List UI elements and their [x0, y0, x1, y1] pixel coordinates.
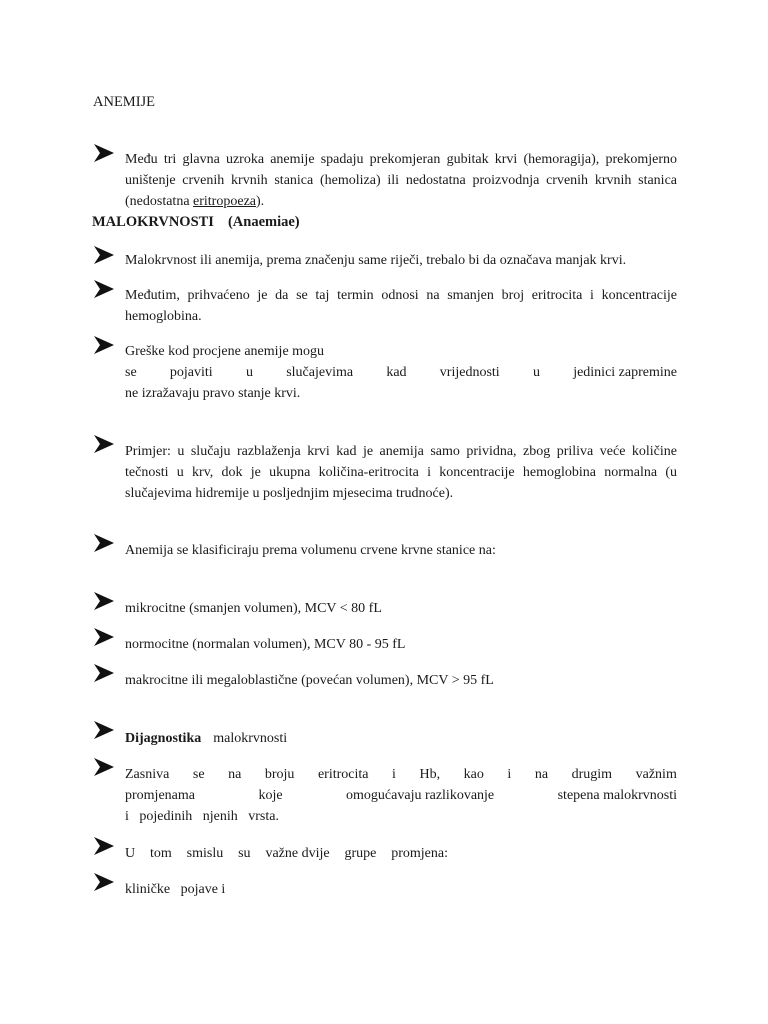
word: u	[532, 365, 540, 380]
paragraph-4: Primjer: u slučaju razblaženja krvi kad je anemija samo prividna, zbog priliva veće količine tečnosti u krv, dok je ukupna količina-eritrocita i koncentracije hemoglobina normalna (u slučajevima hidremije u posljednjim mjesecima trudnoće).	[125, 444, 677, 501]
bullet-arrow-icon	[93, 719, 115, 741]
word: koje	[258, 788, 283, 803]
word: eritrocita	[317, 767, 369, 782]
word: i	[392, 767, 396, 782]
paragraph-3	[125, 341, 677, 404]
word: drugim	[571, 767, 613, 782]
paragraph-12: kliničke pojave i	[125, 882, 226, 897]
bullet-arrow-icon	[93, 334, 115, 356]
word: stepena malokrvnosti	[557, 788, 677, 803]
dijagnostika-label: Dijagnostika	[125, 731, 202, 746]
paragraph-5: Anemija se klasificiraju prema volumenu crvene krvne stanice na:	[125, 543, 496, 558]
bullet-arrow-icon	[93, 871, 115, 893]
bullet-arrow-icon	[93, 142, 115, 164]
paragraph-8: makrocitne ili megaloblastične (povećan volumen), MCV > 95 fL	[125, 673, 494, 688]
intro-text-end: ).	[256, 194, 265, 209]
intro-paragraph	[125, 149, 677, 212]
paragraph-11-line	[125, 843, 448, 864]
bullet-arrow-icon	[93, 278, 115, 300]
word: U	[125, 846, 136, 861]
word: i	[507, 767, 512, 782]
word: kad	[386, 365, 407, 380]
paragraph-6: mikrocitne (smanjen volumen), MCV < 80 fL	[125, 601, 382, 616]
paragraph-10-line-3: i pojedinih njenih vrsta.	[125, 809, 279, 824]
bullet-arrow-icon	[93, 433, 115, 455]
paragraph-11	[125, 843, 448, 864]
bullet-arrow-icon	[93, 756, 115, 778]
paragraph-10-line-1	[125, 764, 677, 785]
bullet-arrow-icon	[93, 244, 115, 266]
dijagnostika-rest: malokrvnosti	[213, 731, 288, 746]
word: vrijednosti	[439, 365, 500, 380]
word: u	[245, 365, 253, 380]
word: smislu	[186, 846, 224, 861]
word: pojaviti	[169, 365, 213, 380]
paragraph-3-line-1: Greške kod procjene anemije mogu	[125, 344, 325, 359]
bullet-arrow-icon	[93, 532, 115, 554]
word: jedinici zapremine	[573, 365, 677, 380]
document-title: ANEMIJE	[93, 94, 156, 110]
word: na	[534, 767, 549, 782]
eritropoeza-link[interactable]: eritropoeza	[193, 194, 256, 209]
word: promjenama	[125, 788, 195, 803]
word: važnim	[635, 767, 677, 782]
intro-text: Među tri glavna uzroka anemije spadaju prekomjeran gubitak krvi (hemoragija), prekomjerno uništenje crvenih krvnih stanica (hemoliza) ili nedostatna proizvodnja crvenih krvnih stanica (nedostatna	[125, 152, 677, 209]
paragraph-10	[125, 764, 677, 827]
word: se	[125, 365, 137, 380]
paragraph-7: normocitne (normalan volumen), MCV 80 - 95 fL	[125, 637, 406, 652]
word: se	[192, 767, 205, 782]
paragraph-2: Međutim, prihvaćeno je da se taj termin odnosi na smanjen broj eritrocita i koncentracije hemoglobina.	[125, 288, 677, 324]
paragraph-3-line-2	[125, 362, 677, 383]
paragraph-1: Malokrvnost ili anemija, prema značenju same riječi, trebalo bi da označava manjak krvi.	[125, 253, 627, 268]
paragraph-10-line-2	[125, 785, 677, 806]
section-heading	[92, 214, 300, 231]
word: Zasniva	[125, 767, 170, 782]
word: promjena:	[391, 846, 448, 861]
bullet-arrow-icon	[93, 626, 115, 648]
heading-main: MALOKRVNOSTI	[92, 214, 214, 230]
bullet-arrow-icon	[93, 590, 115, 612]
word: su	[238, 846, 251, 861]
word: broju	[264, 767, 295, 782]
word: na	[228, 767, 242, 782]
word: grupe	[344, 846, 377, 861]
heading-sub: (Anaemiae)	[227, 214, 300, 230]
word: važne dvije	[265, 846, 330, 861]
word: tom	[150, 846, 172, 861]
bullet-arrow-icon	[93, 835, 115, 857]
paragraph-3-line-3: ne izražavaju pravo stanje krvi.	[125, 386, 301, 401]
paragraph-9	[125, 728, 677, 749]
word: omogućavaju razlikovanje	[346, 788, 495, 803]
word: Hb,	[419, 767, 441, 782]
bullet-arrow-icon	[93, 662, 115, 684]
word: slučajevima	[286, 365, 354, 380]
word: kao	[463, 767, 484, 782]
